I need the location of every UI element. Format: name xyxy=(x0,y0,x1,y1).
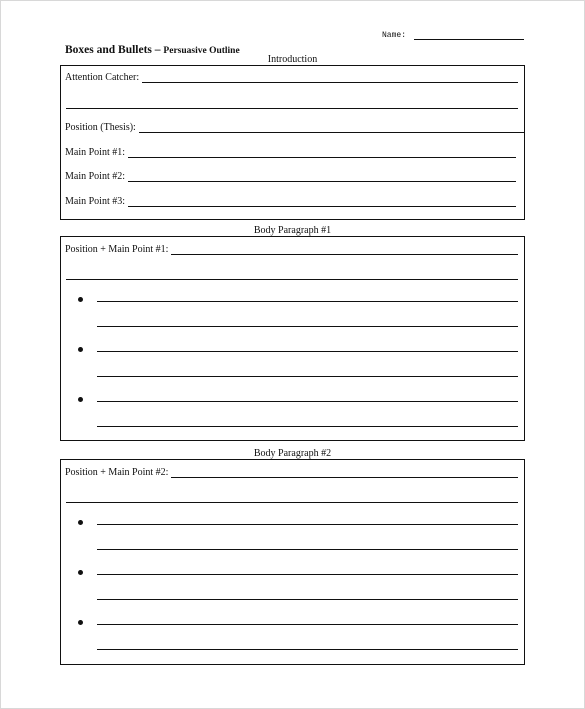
main-point-2-label: Main Point #2: xyxy=(65,171,126,182)
body2-bullet-1-line-2[interactable] xyxy=(97,549,518,550)
attention-catcher-continuation-line[interactable] xyxy=(66,108,518,109)
body2-bullet-3 xyxy=(78,620,83,625)
introduction-box xyxy=(60,65,525,220)
body1-bullet-2-line-2[interactable] xyxy=(97,376,518,377)
body1-bullet-2-line-1[interactable] xyxy=(97,351,518,352)
body1-continuation-line[interactable] xyxy=(66,279,518,280)
main-point-3-field[interactable] xyxy=(65,196,516,207)
body1-bullet-1-line-1[interactable] xyxy=(97,301,518,302)
body1-position-main-point-line[interactable] xyxy=(171,245,518,255)
body2-bullet-3-line-2[interactable] xyxy=(97,649,518,650)
body1-position-main-point-label: Position + Main Point #1: xyxy=(65,244,169,255)
body2-bullet-2 xyxy=(78,570,83,575)
body1-bullet-3 xyxy=(78,397,83,402)
main-point-3-label: Main Point #3: xyxy=(65,196,126,207)
attention-catcher-line[interactable] xyxy=(142,73,518,83)
body2-bullet-2-line-1[interactable] xyxy=(97,574,518,575)
name-label: Name: xyxy=(382,31,407,40)
title-dash: – xyxy=(151,44,164,56)
body2-bullet-3-line-1[interactable] xyxy=(97,624,518,625)
main-point-2-line[interactable] xyxy=(128,172,516,182)
body2-bullet-1 xyxy=(78,520,83,525)
body2-bullet-2-line-2[interactable] xyxy=(97,599,518,600)
body2-continuation-line[interactable] xyxy=(66,502,518,503)
body1-bullet-3-line-1[interactable] xyxy=(97,401,518,402)
main-point-1-label: Main Point #1: xyxy=(65,147,126,158)
position-thesis-label: Position (Thesis): xyxy=(65,122,136,133)
body2-position-main-point-label: Position + Main Point #2: xyxy=(65,467,169,478)
body-paragraph-1-box xyxy=(60,236,525,441)
main-point-1-line[interactable] xyxy=(128,148,516,158)
main-point-2-field[interactable] xyxy=(65,171,516,182)
introduction-heading: Introduction xyxy=(267,54,318,65)
body1-bullet-1-line-2[interactable] xyxy=(97,326,518,327)
body1-position-main-point-field[interactable] xyxy=(65,244,518,255)
main-point-1-field[interactable] xyxy=(65,147,516,158)
body-paragraph-2-box xyxy=(60,459,525,665)
body1-bullet-1 xyxy=(78,297,83,302)
name-field[interactable] xyxy=(382,29,524,40)
body2-position-main-point-field[interactable] xyxy=(65,467,518,478)
body1-bullet-2 xyxy=(78,347,83,352)
title-subtitle: Persuasive Outline xyxy=(163,46,240,56)
body2-bullet-1-line-1[interactable] xyxy=(97,524,518,525)
position-thesis-field[interactable] xyxy=(65,122,524,133)
title-main: Boxes and Bullets xyxy=(65,44,152,56)
body-paragraph-2-heading: Body Paragraph #2 xyxy=(253,448,332,459)
name-blank-line[interactable] xyxy=(414,29,524,40)
body2-position-main-point-line[interactable] xyxy=(171,468,518,478)
position-thesis-line[interactable] xyxy=(139,123,524,133)
attention-catcher-field[interactable] xyxy=(65,72,518,83)
main-point-3-line[interactable] xyxy=(128,197,516,207)
attention-catcher-label: Attention Catcher: xyxy=(65,72,140,83)
body1-bullet-3-line-2[interactable] xyxy=(97,426,518,427)
body-paragraph-1-heading: Body Paragraph #1 xyxy=(253,225,332,236)
